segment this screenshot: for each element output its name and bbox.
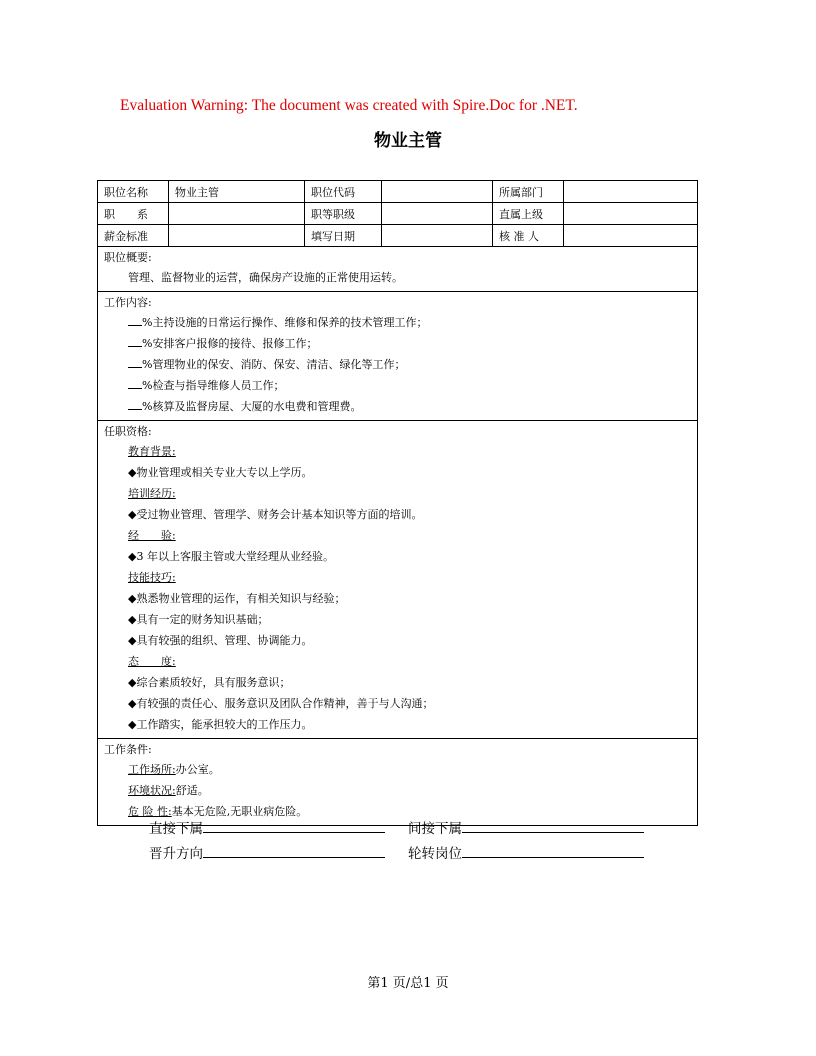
workplace-value: 办公室。 (175, 763, 220, 776)
label-approver: 核 准 人 (493, 225, 564, 247)
promotion-field (149, 843, 385, 864)
label-grade: 职等职级 (305, 203, 382, 225)
percent-blank (128, 357, 142, 368)
value-fill-date (382, 225, 493, 247)
label-salary: 薪金标准 (98, 225, 169, 247)
training-label: 培训经历: (128, 487, 176, 500)
summary-heading: 职位概要: (104, 251, 152, 264)
summary-text: 管理、监督物业的运营，确保房产设施的正常使用运转。 (128, 271, 403, 284)
promotion-line[interactable] (203, 843, 385, 858)
attitude-item: ◆综合素质较好，具有服务意识； (128, 676, 291, 689)
training-item: ◆受过物业管理、管理学、财务会计基本知识等方面的培训。 (128, 508, 423, 521)
environment-line (104, 780, 691, 801)
education-item: ◆物业管理或相关专业大专以上学历。 (128, 466, 313, 479)
conditions-section (98, 739, 698, 826)
skills-label: 技能技巧: (128, 571, 176, 584)
promotion-label: 晋升方向 (149, 846, 203, 862)
value-grade (382, 203, 493, 225)
conditions-heading: 工作条件: (104, 743, 152, 756)
percent-blank (128, 399, 142, 410)
page-number: 第1 页/总1 页 (367, 976, 449, 991)
experience-label: 经 验: (128, 529, 176, 542)
indirect-subordinate-line[interactable] (462, 818, 644, 833)
label-department: 所属部门 (493, 181, 564, 203)
footer-fields (149, 818, 669, 868)
direct-subordinate-label: 直接下属 (149, 821, 203, 837)
direct-subordinate-line[interactable] (203, 818, 385, 833)
summary-section (98, 247, 698, 292)
duty-item: %检查与指导维修人员工作； (104, 375, 691, 396)
rotation-label: 轮转岗位 (408, 846, 462, 862)
evaluation-warning: Evaluation Warning: The document was created with Spire.Doc for .NET. (120, 97, 578, 114)
risk-label: 危 险 性: (128, 805, 172, 818)
duty-item: %安排客户报修的接待、报修工作； (104, 333, 691, 354)
rotation-line[interactable] (462, 843, 644, 858)
indirect-subordinate-label: 间接下属 (408, 821, 462, 837)
label-position-name: 职位名称 (98, 181, 169, 203)
value-department (564, 181, 698, 203)
duty-item: %主持设施的日常运行操作、维修和保养的技术管理工作； (104, 312, 691, 333)
indirect-subordinate-field (408, 818, 644, 839)
risk-value: 基本无危险,无职业病危险。 (171, 805, 308, 818)
attitude-item: ◆工作踏实，能承担较大的工作压力。 (128, 718, 313, 731)
attitude-item: ◆有较强的责任心、服务意识及团队合作精神，善于与人沟通； (128, 697, 434, 710)
experience-item: ◆3 年以上客服主管或大堂经理从业经验。 (128, 550, 334, 563)
percent-blank (128, 315, 142, 326)
qualifications-heading: 任职资格: (104, 425, 152, 438)
workplace-label: 工作场所: (128, 763, 176, 776)
duty-item: %核算及监督房屋、大厦的水电费和管理费。 (104, 396, 691, 417)
environment-value: 舒适。 (175, 784, 209, 797)
attitude-label: 态 度: (128, 655, 176, 668)
rotation-field (408, 843, 644, 864)
percent-blank (128, 378, 142, 389)
duty-item: %管理物业的保安、消防、保安、清洁、绿化等工作； (104, 354, 691, 375)
environment-label: 环境状况: (128, 784, 176, 797)
value-approver (564, 225, 698, 247)
label-job-family: 职 系 (98, 203, 169, 225)
skills-item: ◆具有较强的组织、管理、协调能力。 (128, 634, 313, 647)
value-position-name: 物业主管 (169, 181, 305, 203)
header-row-3 (98, 225, 698, 247)
qualifications-section (98, 421, 698, 739)
header-row-2 (98, 203, 698, 225)
skills-item: ◆熟悉物业管理的运作，有相关知识与经验； (128, 592, 346, 605)
value-salary (169, 225, 305, 247)
value-position-code (382, 181, 493, 203)
value-supervisor (564, 203, 698, 225)
label-supervisor: 直属上级 (493, 203, 564, 225)
document-title: 物业主管 (374, 131, 442, 151)
duties-section (98, 292, 698, 421)
label-fill-date: 填写日期 (305, 225, 382, 247)
direct-subordinate-field (149, 818, 385, 839)
percent-blank (128, 336, 142, 347)
label-position-code: 职位代码 (305, 181, 382, 203)
value-job-family (169, 203, 305, 225)
skills-item: ◆具有一定的财务知识基础； (128, 613, 269, 626)
workplace-line (104, 759, 691, 780)
header-row-1 (98, 181, 698, 203)
duties-heading: 工作内容: (104, 296, 152, 309)
education-label: 教育背景: (128, 445, 176, 458)
job-description-table (97, 180, 698, 826)
